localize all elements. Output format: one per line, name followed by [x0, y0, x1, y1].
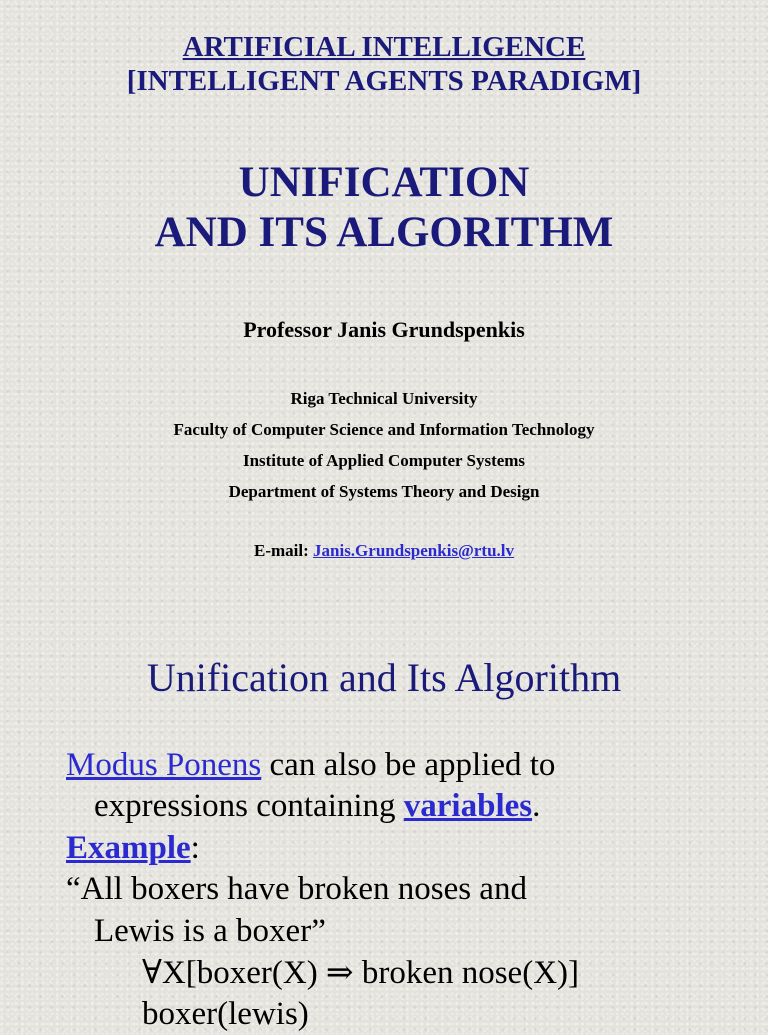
variables-link[interactable]: variables [403, 788, 533, 824]
series-title [0, 30, 768, 98]
series-title-line2: [INTELLIGENT AGENTS PARADIGM] [126, 65, 642, 97]
example-link[interactable]: Example [66, 830, 191, 866]
body-line-3-end: : [190, 830, 200, 866]
modus-ponens-link[interactable]: Modus Ponens [66, 747, 262, 783]
affiliation-block [0, 383, 768, 507]
body-line-2-end: . [532, 788, 541, 824]
body-line-5: Lewis is a boxer” [94, 913, 326, 949]
body-line-3 [66, 828, 200, 869]
body-line-1 [66, 745, 555, 786]
email-link[interactable]: Janis.Grundspenkis@rtu.lv [313, 541, 515, 560]
body-line-2 [94, 786, 540, 827]
email-line [0, 537, 768, 565]
formula-line-1: ∀X[boxer(X) ⇒ broken nose(X)] [142, 955, 580, 991]
affiliation-institute: Institute of Applied Computer Systems [242, 451, 526, 470]
email-label: E-mail: [253, 541, 309, 560]
body-line-2-text: expressions containing [94, 788, 404, 824]
lecture-title-line1: UNIFICATION [238, 159, 530, 206]
formula-line-2: boxer(lewis) [142, 996, 309, 1032]
body-line-1-text: can also be applied to [261, 747, 556, 783]
slide-title: Unification and Its Algorithm [146, 655, 622, 700]
affiliation-university: Riga Technical University [290, 389, 478, 408]
author-name: Professor Janis Grundspenkis [243, 317, 525, 342]
affiliation-faculty: Faculty of Computer Science and Information Technology [173, 420, 595, 439]
body-line-4: “All boxers have broken noses and [66, 871, 527, 907]
lecture-title-line2: AND ITS ALGORITHM [154, 209, 614, 256]
affiliation-department: Department of Systems Theory and Design [228, 482, 540, 501]
series-title-line1: ARTIFICIAL INTELLIGENCE [182, 31, 586, 63]
lecture-title [0, 158, 768, 258]
